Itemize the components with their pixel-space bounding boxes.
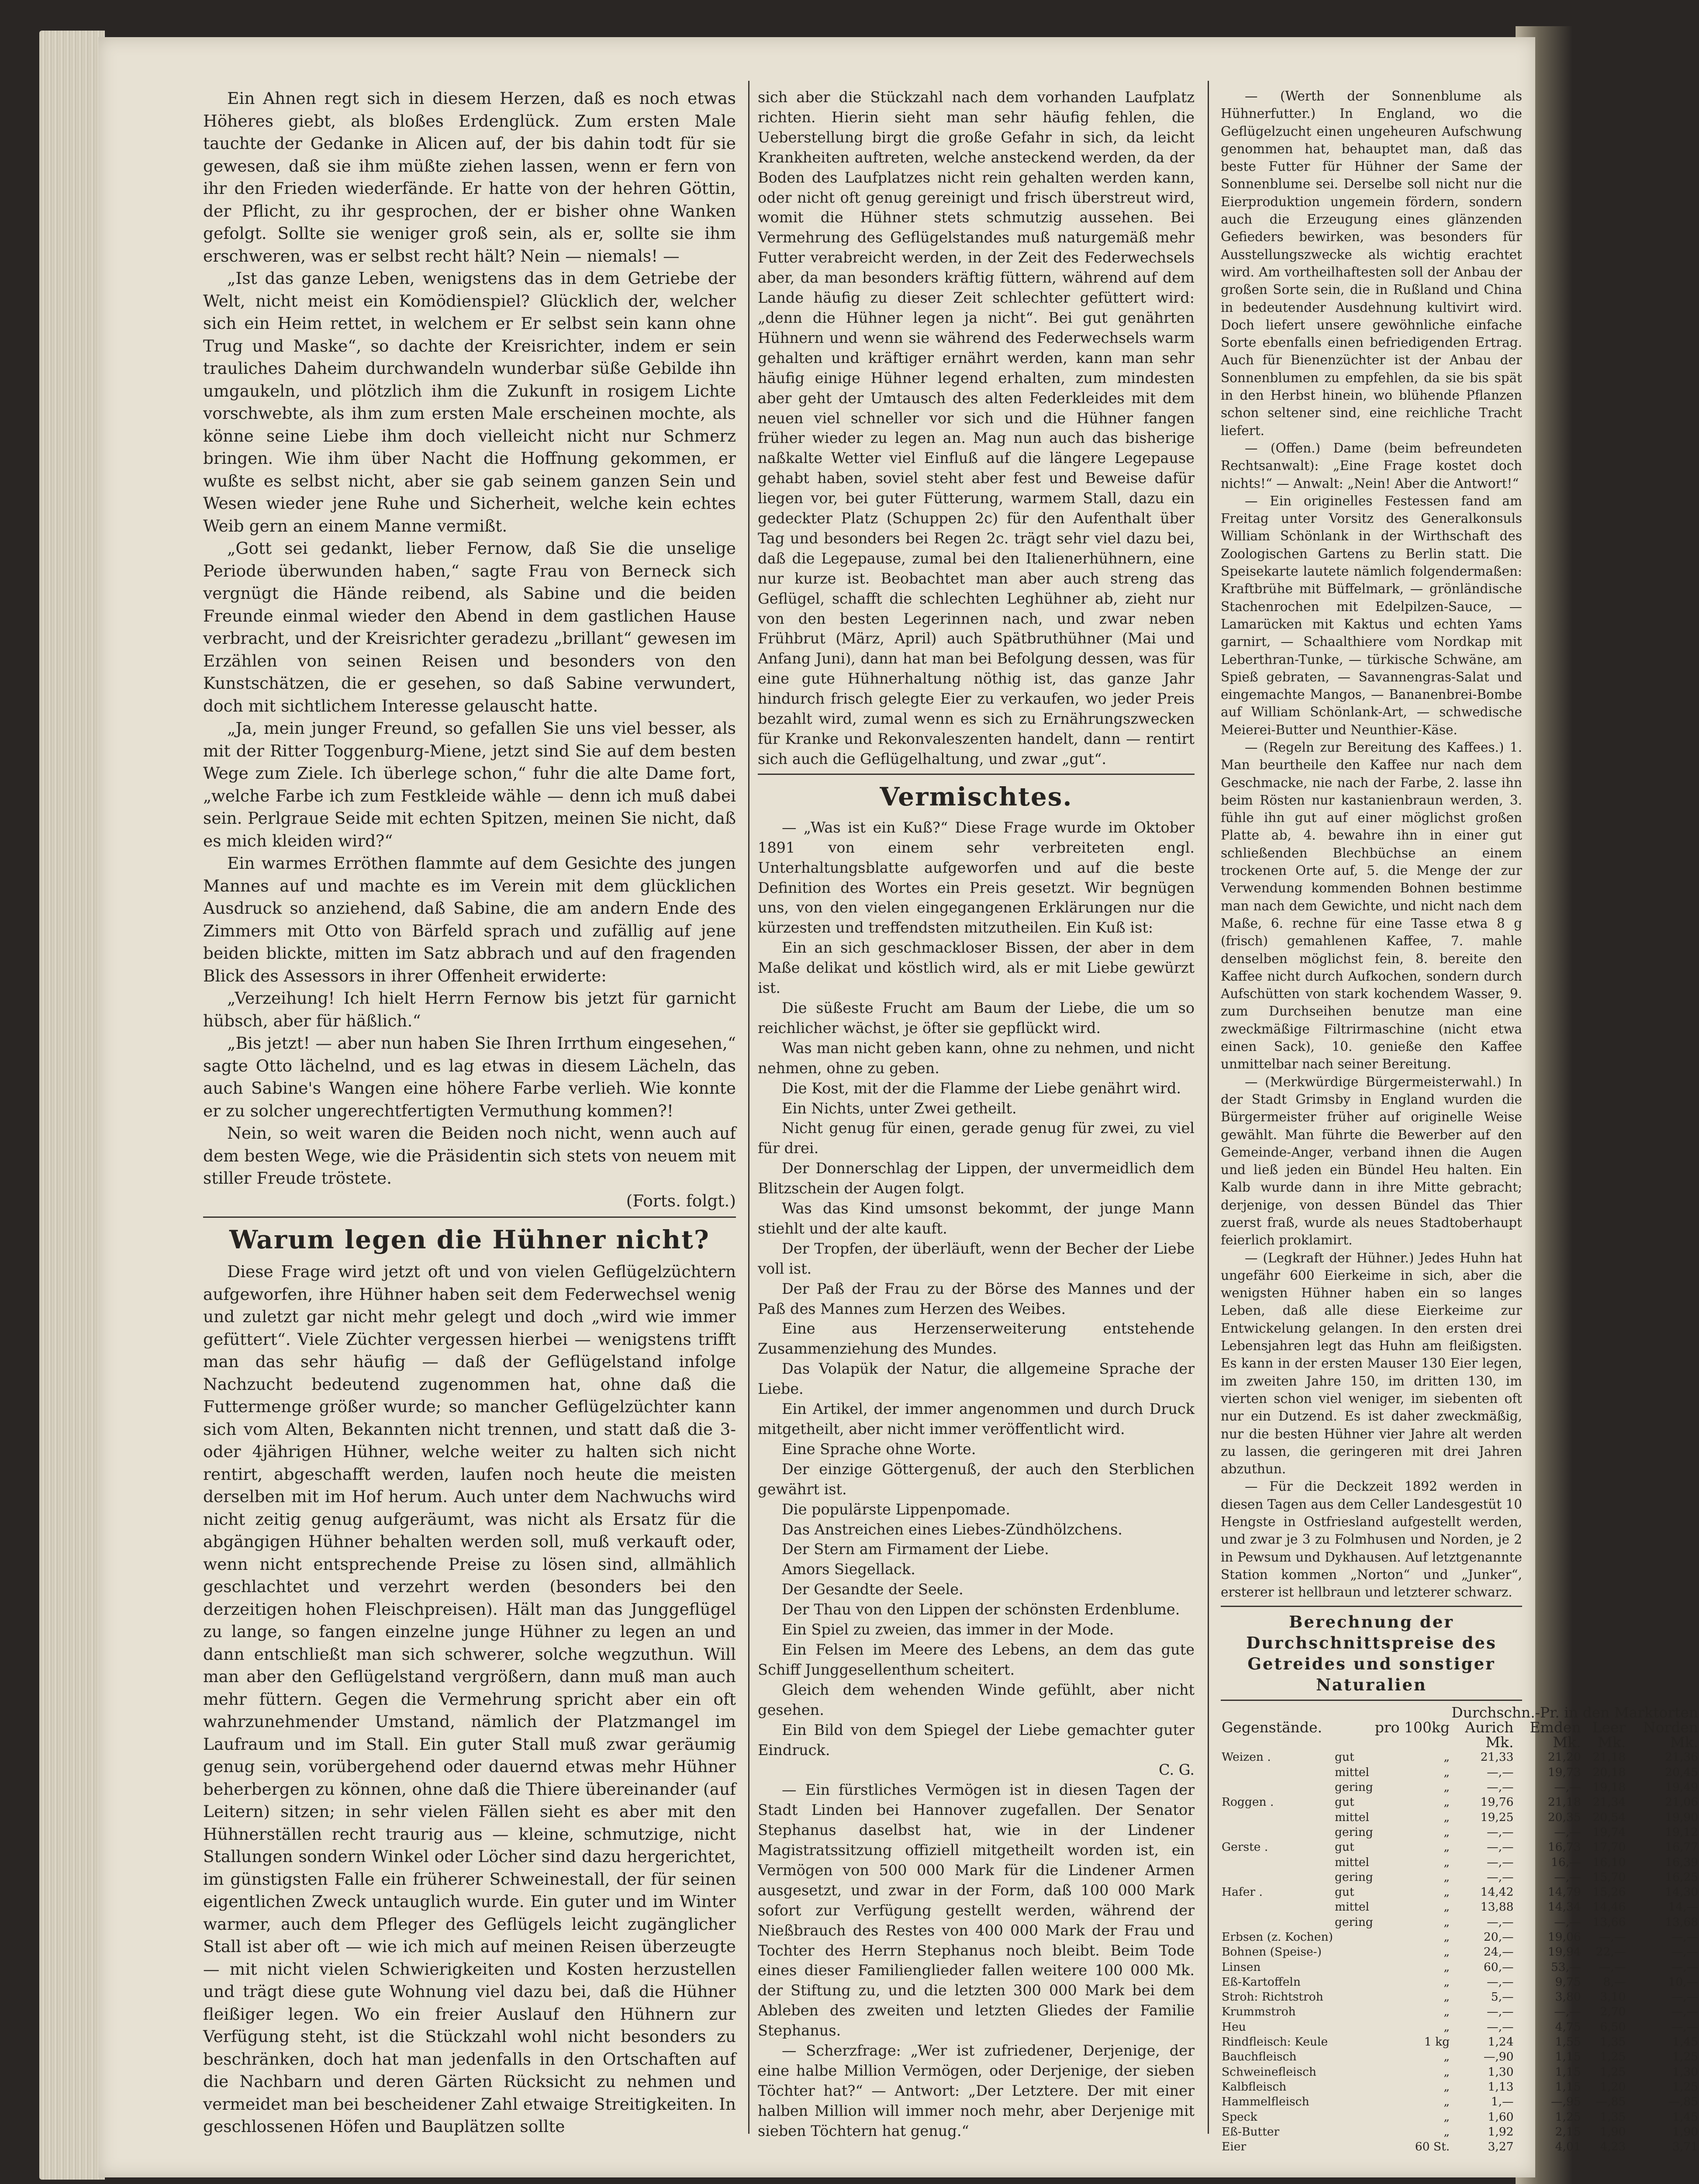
table-row [1221, 1840, 1699, 1855]
cell-grade [1334, 2035, 1374, 2049]
cell-grade: gering [1334, 1780, 1373, 1794]
cell-item: Hammelfleisch [1222, 2095, 1309, 2109]
table-row [1221, 2065, 1699, 2080]
price-table-title: Berechnung der Durchschnittspreise des Getreides und sonstiger Naturalien [1246, 1612, 1497, 1694]
cell-item: Schweinefleisch [1222, 2065, 1316, 2079]
note-paragraph: — (Werth der Sonnenblume als Hühnerfutter.) In England, wo die Geflügelzucht einen ungeheuren Aufschwung genommen hat, behauptet man, daß das beste Futter für Hühner der Same der Sonnenblume sei. Derselbe soll nicht nur die Eierproduktion ungemein fördern, sondern auch die Erzeugung eines glänzenden Gefieders bewirken, was besonders für Ausstellungszwecke als wichtig erachtet wird. Am vortheilhaftesten soll der Anbau der großen Sorte sein, die in Rußland und China in bedeutender Ausdehnung kultivirt wird. Doch liefert unsere gewöhnliche einfache Sorte ebenfalls einen befriedigenden Ertrag. Auch für Bienenzüchter ist der Anbau der Sonnenblumen zu empfehlen, da sie bis spät in den Herbst hinein, wo blühende Pflanzen schon seltener sind, eine reichliche Tracht liefert. [1221, 89, 1522, 438]
cell-v0: 1,13 [1488, 2080, 1514, 2094]
cell-v1: —,— [1554, 1915, 1581, 1929]
cell-v2: 20,18 [1592, 1765, 1626, 1779]
cell-unit: „ [1443, 1750, 1450, 1764]
cell-v0: 1,60 [1488, 2110, 1514, 2124]
story-paragraph: „Verzeihung! Ich hielt Herrn Fernow bis jetzt für garnicht hübsch, aber für häßlich.“ [203, 988, 736, 1030]
definition-item: Der Tropfen, der überläuft, wenn der Becher der Liebe voll ist. [758, 1240, 1195, 1277]
news-items [758, 1780, 1195, 2141]
continuation-note: (Forts. folgt.) [626, 1191, 736, 1210]
cell-v0: 5,— [1491, 1990, 1514, 2004]
cell-item: Hafer . [1222, 1885, 1263, 1899]
cell-unit: „ [1443, 1810, 1450, 1824]
definition-item: Das Volapük der Natur, die allgemeine Sprache der Liebe. [758, 1360, 1195, 1398]
cell-v1: 20,35 [1547, 1810, 1581, 1824]
cell-grade [1334, 1930, 1374, 1945]
cell-unit: „ [1443, 2020, 1450, 2034]
article-heading: Warum legen die Hühner nicht? [229, 1225, 710, 1254]
cell-v1: 53,— [1551, 1960, 1581, 1974]
cell-v2: 8,— [1603, 1975, 1626, 1989]
cell-unit: „ [1443, 1870, 1450, 1884]
table-row [1221, 1975, 1699, 1990]
cell-grade: mittel [1334, 1900, 1369, 1914]
cell-v1: 16,73 [1547, 1840, 1581, 1854]
cell-grade: gut [1334, 1885, 1354, 1899]
cell-grade [1334, 2020, 1374, 2035]
cell-v2: 14,46 [1592, 1900, 1626, 1914]
cell-v0: 1,30 [1488, 2065, 1514, 2079]
cell-v0: —,90 [1483, 2050, 1514, 2064]
header-town: Leer [1592, 1718, 1626, 1736]
cell-v3: 10,— [1668, 1975, 1699, 1989]
news-paragraph: — Scherzfrage: „Wer ist zufriedener, Derjenige, der eine halbe Million Vermögen, oder Derjenige, der sieben Töchter hat?“ — Antwort: „Der Letztere. Der mit einer halben Million will immer noch mehr, aber Derjenige mit sieben Töchtern hat genug.“ [758, 2042, 1195, 2139]
article-paragraph: — „Was ist ein Kuß?“ Diese Frage wurde im Oktober 1891 von einem sehr verbreiteten engl. Unterhaltungsblatte aufgeworfen und auf die beste Definition des Wortes ein Preis gesetzt. Wir begnügen uns, von den vielen eingegangenen Erklärungen nur die kürzesten und treffendsten mitzutheilen. Ein Kuß ist: [758, 819, 1195, 936]
cell-v3: —,85 [1668, 2095, 1699, 2109]
definition-item: Der Stern am Firmament der Liebe. [782, 1541, 1049, 1558]
story-paragraph: „Ist das ganze Leben, wenigstens das in dem Getriebe der Welt, nicht meist ein Komödienspiel? Glücklich der, welcher sich ein Heim rettet, in welchem er Er selbst sein kann ohne Trug und Maske“, so dachte der Kreisrichter, indem er sein trauliches Daheim durchwandeln wunderbar süße Gebilde ihn umgaukeln, und plötzlich ihm die Zukunft in rosigem Lichte vorschwebte, als ihm zum ersten Male erscheinen mochte, als könne seine Liebe ihm doch vielleicht nicht nur Schmerz bringen. Wie ihm über Nacht die Hoffnung gekommen, er wußte es selbst nicht, aber sie gab seinem ganzen Sein und Wesen wieder jene Ruhe und Sicherheit, welche kein echtes Weib gern an einem Manne vermißt. [203, 269, 736, 536]
definition-item: Der einzige Göttergenuß, der auch den Sterblichen gewährt ist. [758, 1460, 1195, 1498]
cell-v1: 1,55 [1555, 2035, 1581, 2049]
column-left [203, 87, 736, 2138]
cell-unit: „ [1443, 1990, 1450, 2004]
cell-v2: 13,66 [1592, 1915, 1626, 1929]
cell-item: Gerste . [1222, 1840, 1268, 1854]
note-paragraph: — Für die Deckzeit 1892 werden in diesen Tagen aus dem Celler Landesgestüt 10 Hengste in Ostfriesland aufgestellt werden, und zwar je 3 zu Folmhusen und Norden, je 2 in Pewsum und Dykhausen. Auf letztgenannte Station kommen „Norton“ und „Junker“, ersterer ist hellbraun und letzterer schwarz. [1221, 1479, 1522, 1600]
cell-unit: „ [1443, 2080, 1450, 2094]
cell-unit: „ [1443, 1840, 1450, 1854]
news-paragraph: — Ein fürstliches Vermögen ist in diesen Tagen der Stadt Linden bei Hannover zugefallen. Der Senator Stephanus daselbst hat, wie in der Lindener Magistratssitzung offiziell mitgetheilt worden ist, ein Vermögen von 500 000 Mark für die Lindener Armen ausgesetzt, und zwar in der Form, daß 100 000 Mark sofort zur Verfügung gestellt werden, während der Nießbrauch des Restes von 400 000 Mark der Frau und Tochter des Herrn Stephanus noch bleibt. Beim Tode eines dieser Familienglieder fallen weitere 100 000 Mk. der Stiftung zu, und die letzten 300 000 Mark bei dem Ableben des zweiten und letzten Gliedes der Familie Stephanus. [758, 1781, 1195, 2039]
note-paragraph: — (Merkwürdige Bürgermeisterwahl.) In der Stadt Grimsby in England wurden die Bürgermeister früher auf originelle Weise gewählt. Man führte die Bewerber auf den Gemeinde-Anger, verband ihnen die Augen und ließ jeden ein Bündel Heu halten. Ein Kalb wurde dann in ihre Mitte gebracht; derjenige, von dessen Bündel das Thier zuerst fraß, wurde als neues Stadtoberhaupt feierlich proklamirt. [1221, 1074, 1522, 1248]
cell-v3: —,— [1671, 1945, 1699, 1959]
story-paragraph: Nein, so weit waren die Beiden noch nicht, wenn auch auf dem besten Wege, wie die Präsidentin sich stets von neuem mit stiller Freude tröstete. [203, 1123, 736, 1188]
cell-v1: —,— [1554, 1780, 1581, 1794]
cell-item: Kalbfleisch [1222, 2080, 1287, 2094]
cell-grade: gering [1334, 1870, 1373, 1884]
table-row [1221, 1795, 1699, 1810]
cell-v1: 4,75 [1555, 2020, 1581, 2034]
cell-v1: —,— [1554, 2005, 1581, 2019]
cell-v3: —,— [1671, 1990, 1699, 2004]
cell-v2: 16,10 [1592, 1855, 1626, 1869]
cell-v1: 1,15 [1555, 2065, 1581, 2079]
article-paragraph: sich aber die Stückzahl nach dem vorhanden Laufplatz richten. Hierin sieht man sehr häufig fehlen, die Ueberstellung birgt die große Gefahr in sich, da leicht Krankheiten auftreten, welche ansteckend werden, da der Boden des Laufplatzes nicht rein gehalten werden kann, oder nicht oft genug gereinigt und frisch überstreut wird, womit die Hühner stets schmutzig aussehen. Bei Vermehrung des Geflügelstandes muß naturgemäß mehr Futter verabreicht werden, in der Zeit des Federwechsels aber, da man besonders kräftig füttern, während auf dem Lande häufig zu dieser Zeit schlechter gefüttert wird: „denn die Hühner legen ja nicht“. Bei gut genährten Hühnern und wenn sie während des Federwechsels warm gehalten und kräftiger ernährt werden, kann man sehr häufig einige Hühner legend erhalten, zum mindesten aber geht der Umtausch des alten Federkleides mit dem neuen viel schneller vor sich und die Hühner fangen früher wieder zu legen an. Mag nun auch das bisherige naßkalte Wetter viel Einfluß auf die längere Legepause gehabt haben, soviel steht aber fest und Beweise dafür liegen vor, bei guter Fütterung, warmem Stall, dazu ein gedeckter Platz (Schuppen 2c) für den Aufenthalt über Tag und besonders bei Regen 2c. trägt sehr viel dazu bei, daß die Legepause, zumal bei den Italienerhühnern, eine nur kurze ist. Beobachtet man aber auch streng das Geflügel, schafft die schlechten Leghühner ab, zieht nur von den besten Legerinnen nach, und zwar neben Frühbrut (März, April) auch Spätbruthühner (Mai und Anfang Juni), dann hat man bei Befolgung dessen, was für eine gute Hühnerhaltung nöthig ist, das ganze Jahr hindurch frisch gelegte Eier zu verkaufen, wo jeder Preis bezahlt wird, zumal wenn es sich zu Ernährungszwecken für Kranke und Rekonvaleszenten handelt, dann — rentirt sich auch die Geflügelhaltung, und zwar „gut“. [758, 89, 1195, 767]
cell-v3: 16,39 [1665, 1855, 1699, 1869]
cell-v1: 1,15 [1555, 2080, 1581, 2094]
cell-item: Weizen . [1222, 1750, 1271, 1764]
article-paragraph: Diese Frage wird jetzt oft und von vielen Geflügelzüchtern aufgeworfen, ihre Hühner haben seit dem Federwechsel wenig und zuletzt gar nicht mehr gelegt und doch „wird wie immer gefüttert“. Viele Züchter vergessen hierbei — wenigstens trifft man das sehr häufig — daß der Geflügelstand infolge Nachzucht bedeutend zugenommen hat, ohne daß die Futtermenge größer wurde; so mancher Geflügelzüchter kann sich vom Alten, Bekannten nicht trennen, und statt daß die 3- oder 4jährigen Hühner, welche weiter zu halten sich nicht rentirt, abgeschafft werden, laufen noch heute die meisten derselben mit im Hof herum. Auch unter dem Nachwuchs wird nicht zeitig genug aufgeräumt, was nicht als Ersatz für die abgängigen Hühner behalten werden soll, muß verkauft oder, wenn nicht entsprechende Preise zu lösen sind, allmählich geschlachtet und verzehrt werden (besonders bei den derzeitigen hohen Fleischpreisen). Hält man das Junggeflügel zu lange, so fangen einzelne junge Hühner zu legen an und dann entschließt man sich schwerer, solche wegzuthun. Will man aber den Geflügelstand vergrößern, dann muß man auch mehr füttern. Gegen die Vermehrung spricht aber ein oft wahrzunehmender Umstand, nämlich der Platzmangel im Laufraum und im Stall. Ein guter Stall muß zwar geräumig genug sein, vorübergehend oder dauernd etwas mehr Hühner beherbergen zu können, ohne daß die Thiere übereinander (auf Leitern) sitzen; in sehr vielen Fällen sieht es aber mit den Hühnerställen recht traurig aus — kleine, schmutzige, nicht Stallungen sondern Winkel oder Löcher sind dazu hergerichtet, im günstigsten Falle ein früherer Schweinestall, der für seinen eigentlichen Zweck untauglich wurde. Ein guter und im Winter warmer, auch dem Pfleger des Geflügels leicht zugänglicher Stall ist aber oft — wie ich mich auf meinen Reisen überzeugte — mit nicht vielen Schwierigkeiten und Kosten herzustellen und trägt diese gute Wohnung viel dazu bei, daß die Hühner fleißiger legen. Wo ein freier Auslauf den Hühnern zur Verfügung steht, ist die Stückzahl wohl nicht besonders zu beschränken, doch hat man jedenfalls in den Ortschaften auf die Nachbarn und deren Gärten Rücksicht zu nehmen und vermeidet man bei bescheidener Zahl etwaige Streitigkeiten. In geschlossenen Höfen und Bauplätzen sollte [203, 1262, 736, 2136]
cell-grade: mittel [1334, 1765, 1369, 1779]
cell-grade: mittel [1334, 1855, 1369, 1869]
cell-unit: „ [1443, 1930, 1450, 1944]
cell-v0: —,— [1487, 2020, 1514, 2034]
note-paragraph: — Ein originelles Festessen fand am Freitag unter Vorsitz des Generalkonsuls William Schönlank in der Wirthschaft des Zoologischen Gartens zu Berlin statt. Die Speisekarte lautete nämlich folgendermaßen: Kraftbrühe mit Büffelmark, — grönländische Stachenrochen mit Edelpilzen-Sauce, — Lamarücken mit Kaktus und echten Yams garnirt, — Schaalthiere vom Nordkap mit Leberthran-Tunke, — türkische Schwäne, am Spieß gebraten, — Savannengras-Salat und eingemachte Mangos, — Bananenbrei-Bombe auf William Schönlank-Art, — schwedische Meierei-Butter und Neunthier-Käse. [1221, 493, 1522, 737]
cell-unit: 60 St. [1415, 2140, 1450, 2154]
cell-v1: 19,06 [1547, 1930, 1581, 1944]
table-row [1221, 2139, 1699, 2154]
cell-v3: 14,30 [1665, 1885, 1699, 1899]
table-row [1221, 1825, 1699, 1840]
table-rule [1221, 1700, 1522, 1701]
table-header-towns [1221, 1720, 1699, 1735]
cell-unit: „ [1443, 1795, 1450, 1809]
cell-v1: —,— [1554, 1825, 1581, 1839]
cell-v1: 4,01 [1555, 2140, 1581, 2154]
header-town: Emden [1530, 1718, 1581, 1736]
definition-item: Die Kost, mit der die Flamme der Liebe genährt wird. [782, 1079, 1181, 1097]
definition-item: Das Anstreichen eines Liebes-Zündhölzchens. [782, 1521, 1122, 1538]
cell-grade: gut [1334, 1750, 1354, 1764]
book-page-edges [39, 31, 105, 2180]
cell-grade: gut [1334, 1795, 1354, 1809]
note-paragraph: — (Regeln zur Bereitung des Kaffees.) 1. Man beurtheile den Kaffee nur nach dem Geschmacke, nie nach der Farbe, 2. lasse ihn beim Rösten nur kastanienbraun werden, 3. fühle ihn gut auf einer möglichst großen Platte ab, 4. bewahre ihn in einer gut schließenden Blechbüchse an einem trockenen Orte auf, 5. die Menge der zur Verwendung kommenden Bohnen bestimme man nach dem Gewichte, und nicht nach dem Maße, 6. rechne für eine Tasse etwa 8 g (frisch) gemahlenen Kaffee, 7. mahle denselben möglichst fein, 8. bereite den Kaffee nicht durch Aufkochen, sondern durch Aufschütten von stark kochendem Wasser, 9. zum Durchseihen benutze man eine zweckmäßige Filtrirmaschine (nicht etwa einen Sack), 10. genieße den Kaffee unmittelbar nach seiner Bereitung. [1221, 740, 1522, 1072]
cell-unit: 1 kg [1424, 2035, 1450, 2049]
table-row [1221, 1870, 1699, 1885]
cell-grade: gering [1334, 1915, 1373, 1929]
cell-v3: —,— [1671, 1960, 1699, 1974]
column-rule-1 [748, 81, 749, 2134]
cell-grade [1334, 1990, 1374, 2004]
cell-v1: 21,18 [1547, 1795, 1581, 1809]
cell-v3: 21,06 [1665, 1795, 1699, 1809]
cell-v1: 19,94 [1547, 1945, 1581, 1959]
header-town: Norden [1643, 1718, 1699, 1736]
header-item: Gegenstände. [1222, 1718, 1323, 1736]
cell-unit: „ [1443, 2095, 1450, 2109]
cell-unit: „ [1443, 2110, 1450, 2124]
cell-item: Speck [1222, 2110, 1257, 2124]
cell-v0: —,— [1487, 1825, 1514, 1839]
cell-v0: 60,— [1483, 1960, 1514, 1974]
cell-item: Roggen . [1222, 1795, 1274, 1809]
cell-v2: —,— [1599, 1930, 1626, 1944]
table-row [1221, 2020, 1699, 2035]
cell-v1: —,— [1554, 1870, 1581, 1884]
cell-v0: 19,76 [1480, 1795, 1514, 1809]
cell-v2: 15,70 [1592, 1870, 1626, 1884]
cell-v0: —,— [1487, 1765, 1514, 1779]
section-divider [1221, 1606, 1522, 1607]
cell-unit: „ [1443, 1885, 1450, 1899]
cell-v2: 20,54 [1592, 1810, 1626, 1824]
price-table [1221, 1705, 1699, 2155]
definition-item: Ein Nichts, unter Zwei getheilt. [782, 1099, 1017, 1117]
cell-v0: 24,— [1483, 1945, 1514, 1959]
cell-v0: 1,— [1491, 2095, 1514, 2109]
cell-v0: —,— [1487, 1915, 1514, 1929]
cell-v3: 1,25 [1672, 2050, 1699, 2064]
story-paragraph: Ein Ahnen regt sich in diesem Herzen, daß es noch etwas Höheres giebt, als bloßes Erdenglück. Zum ersten Male tauchte der Gedanke in Alicen auf, der bis dahin todt für sie gewesen, daß sie ihm müßte ziehen lassen, wenn er fern von ihr den Frieden wiederfände. Er hatte von der hehren Göttin, der Pflicht, zu ihr gesprochen, der er bisher ohne Wanken gefolgt. Sollte sie weniger groß sein, als er, sollte sie ihm erschweren, was er selbst recht hält? Nein — niemals! — [203, 89, 736, 266]
table-row [1221, 1930, 1699, 1945]
story-paragraph: Ein warmes Erröthen flammte auf dem Gesichte des jungen Mannes auf und machte es im Verein mit dem glücklichen Ausdruck so anziehend, daß Sabine, die am andern Ende des Zimmers mit Otto von Bärfeld sprach und zufällig auf jene beiden blickte, mitten im Satz abbrach und auf den fragenden Blick des Assessors in ihrer Offenheit erwiderte: [203, 854, 736, 985]
cell-grade [1334, 2139, 1374, 2154]
cell-v3: 19,49 [1665, 1780, 1699, 1794]
cell-v0: 13,88 [1480, 1900, 1514, 1914]
definition-item: Die süßeste Frucht am Baum der Liebe, die um so reichlicher wächst, je öfter sie gepflückt wird. [758, 999, 1195, 1037]
cell-v2: 19,74 [1592, 1825, 1626, 1839]
definition-item: Nicht genug für einen, gerade genug für zwei, zu viel für drei. [758, 1120, 1195, 1157]
cell-v2: 1,35 [1600, 2110, 1626, 2124]
table-row [1221, 2049, 1699, 2064]
cell-unit: „ [1443, 2125, 1450, 2139]
cell-unit: „ [1443, 2065, 1450, 2079]
hens-article [203, 1261, 736, 2138]
cell-unit: „ [1443, 2005, 1450, 2019]
table-header-span: Durchschn.-Pr. in den Marktorten [1451, 1704, 1699, 1721]
cell-v3: —,— [1671, 1930, 1699, 1944]
table-row [1221, 2035, 1699, 2049]
column-right [1221, 87, 1699, 2154]
cell-v2: 22,— [1595, 1945, 1626, 1959]
table-row [1221, 2125, 1699, 2139]
cell-v3: 1,90 [1672, 2125, 1699, 2139]
cell-v2: 21,34 [1592, 1795, 1626, 1809]
definition-item: Der Gesandte der Seele. [782, 1581, 963, 1598]
cell-unit: „ [1443, 1825, 1450, 1839]
cell-v0: —,— [1487, 1975, 1514, 1989]
cell-v3: 16,77 [1665, 1840, 1699, 1854]
definition-item: Ein an sich geschmackloser Bissen, der aber in dem Maße delikat und köstlich wird, als er mit Liebe gewürzt ist. [758, 939, 1195, 997]
cell-grade [1334, 1975, 1374, 1990]
cell-v2: 1,20 [1600, 2080, 1626, 2094]
cell-grade [1334, 2065, 1374, 2080]
column-middle [758, 87, 1195, 2141]
cell-v0: —,— [1487, 2005, 1514, 2019]
table-row [1221, 1765, 1699, 1780]
cell-v1: 14,34 [1547, 1900, 1581, 1914]
definition-item: Ein Spiel zu zweien, das immer in der Mode. [782, 1621, 1114, 1638]
table-row [1221, 1990, 1699, 2004]
table-row [1221, 2110, 1699, 2125]
newspaper-page [98, 37, 1699, 2177]
cell-v0: 21,33 [1480, 1750, 1514, 1764]
cell-v1: 14,79 [1547, 1885, 1581, 1899]
table-row [1221, 1780, 1699, 1795]
cell-v3: 14,— [1668, 1900, 1699, 1914]
cell-v3: 19,12 [1665, 1825, 1699, 1839]
definition-item: Ein Bild von dem Spiegel der Liebe gemachter guter Eindruck. [758, 1721, 1195, 1759]
cell-unit: „ [1443, 1900, 1450, 1914]
cell-unit: „ [1443, 1915, 1450, 1929]
definition-item: Was das Kind umsonst bekommt, der junge Mann stiehlt und der alte kauft. [758, 1200, 1195, 1237]
cell-v2: 6,50 [1600, 2020, 1626, 2034]
cell-grade: gering [1334, 1825, 1373, 1839]
cell-v1: 3,80 [1555, 1990, 1581, 2004]
cell-grade [1334, 2125, 1374, 2139]
cell-v3: —,— [1671, 2005, 1699, 2019]
hens-article-continued [758, 87, 1195, 769]
cell-v1: 1,25 [1555, 2110, 1581, 2124]
cell-v3: 1,30 [1672, 2065, 1699, 2079]
cell-v1: 1,15 [1555, 2050, 1581, 2064]
cell-v3: 1,45 [1672, 2035, 1699, 2049]
definition-item: Amors Siegellack. [782, 1561, 915, 1578]
table-row [1221, 1900, 1699, 1914]
cell-v3: 20,45 [1665, 1765, 1699, 1779]
definition-item: Eine Sprache ohne Worte. [782, 1440, 976, 1458]
table-row [1221, 2004, 1699, 2019]
note-paragraph: — (Offen.) Dame (beim befreundeten Rechtsanwalt): „Eine Frage kostet doch nichts!“ — Anwalt: „Nein! Aber die Antwort!“ [1221, 440, 1522, 491]
cell-v2: 17,70 [1592, 1840, 1626, 1854]
cell-v1: —,95 [1551, 2095, 1581, 2109]
definition-item: Was man nicht geben kann, ohne zu nehmen, und nicht nehmen, ohne zu geben. [758, 1039, 1195, 1077]
cell-v1: 2,15 [1555, 2125, 1581, 2139]
cell-v1: 16,— [1551, 1855, 1581, 1869]
cell-item: Bohnen (Speise-) [1222, 1945, 1322, 1959]
cell-v2: 2,70 [1600, 2005, 1626, 2019]
cell-grade: mittel [1334, 1810, 1369, 1824]
cell-v1: 19,73 [1547, 1765, 1581, 1779]
cell-unit: „ [1443, 1780, 1450, 1794]
cell-v0: —,— [1487, 1870, 1514, 1884]
cell-item [1221, 1810, 1334, 1825]
cell-v2: 1,25 [1600, 2050, 1626, 2064]
cell-v2: 1,35 [1600, 2035, 1626, 2049]
cell-item [1221, 1870, 1334, 1885]
cell-v2: 21,18 [1592, 1750, 1626, 1764]
cell-item [1221, 1780, 1334, 1795]
cell-v0: 3,27 [1488, 2140, 1514, 2154]
cell-unit: „ [1443, 1855, 1450, 1869]
story-paragraph: „Bis jetzt! — aber nun haben Sie Ihren Irrthum eingesehen,“ sagte Otto lächelnd, und es lag etwas in diesem Lächeln, das auch Sabine's Wangen eine höhere Farbe verlieh. Wie konnte er zu solcher ungerechtfertigten Vermuthung kommen?! [203, 1033, 736, 1120]
cell-item: Erbsen (z. Kochen) [1222, 1930, 1333, 1944]
cell-grade [1334, 2004, 1374, 2019]
cell-v2: 1,25 [1600, 2065, 1626, 2079]
serial-story [203, 87, 736, 1190]
kiss-intro [758, 818, 1195, 938]
cell-v2: 19,18 [1592, 1780, 1626, 1794]
definition-item: Ein Artikel, der immer angenommen und durch Druck mitgetheilt, aber nicht immer veröffentlicht wird. [758, 1400, 1195, 1438]
note-paragraph: — (Legkraft der Hühner.) Jedes Huhn hat ungefähr 600 Eierkeime in sich, aber die wenigsten Hühner haben ein so langes Leben, daß alle diese Eierkeime zur Entwickelung gelangen. In den ersten drei Lebensjahren legt das Huhn am fleißigsten. Es kann in der ersten Mauser 130 Eier legen, im zweiten Jahre 150, im dritten 130, im vierten schon viel weniger, im siebenten oft nur ein Dutzend. Es ist daher zweckmäßig, nur die besten Hühner vier Jahre alt werden zu lassen, die geringeren mit drei Jahren abzuthun. [1221, 1250, 1522, 1477]
cell-v2: 4,23 [1600, 2140, 1626, 2154]
story-paragraph: „Ja, mein junger Freund, so gefallen Sie uns viel besser, als mit der Ritter Toggenburg-Miene, jetzt sind Sie auf dem besten Wege zum Ziele. Ich überlege schon,“ fuhr die alte Dame fort, „welche Farbe ich zum Festkleide wähle — denn ich muß dabei sein. Perlgraue Seide mit echten Spitzen, meinen Sie nicht, daß es mich kleiden wird?“ [203, 719, 736, 850]
cell-v2: —,— [1599, 1960, 1626, 1974]
cell-unit: „ [1443, 1945, 1450, 1959]
cell-grade [1334, 1960, 1374, 1975]
cell-v0: —,— [1487, 1855, 1514, 1869]
cell-v2: 1,90 [1600, 2125, 1626, 2139]
cell-v0: 1,92 [1488, 2125, 1514, 2139]
definition-item: Der Paß der Frau zu der Börse des Mannes und der Paß des Mannes zum Herzen des Weibes. [758, 1280, 1195, 1317]
cell-unit: „ [1443, 1975, 1450, 1989]
cell-unit: „ [1443, 2050, 1450, 2064]
table-row [1221, 1855, 1699, 1870]
table-row [1221, 1750, 1699, 1765]
cell-item: Rindfleisch: Keule [1222, 2035, 1328, 2049]
cell-unit: „ [1443, 1960, 1450, 1974]
cell-v2: 15,26 [1592, 1885, 1626, 1899]
cell-v2: 3,10 [1600, 1990, 1626, 2004]
cell-v0: —,— [1487, 1840, 1514, 1854]
cell-v3: 3,71 [1672, 2140, 1699, 2154]
header-town: Aurich [1465, 1718, 1514, 1736]
cell-item: Eß-Kartoffeln [1222, 1975, 1301, 1989]
table-row [1221, 1945, 1699, 1959]
article-signature: C. G. [1159, 1761, 1195, 1779]
cell-v3: 13,68 [1665, 1915, 1699, 1929]
cell-v0: 1,24 [1488, 2035, 1514, 2049]
section-divider [758, 774, 1195, 775]
cell-v3: 19,90 [1665, 1810, 1699, 1824]
cell-item [1221, 1900, 1334, 1914]
table-row [1221, 1915, 1699, 1930]
definition-item: Gleich dem wehenden Winde gefühlt, aber nicht gesehen. [758, 1681, 1195, 1718]
cell-item [1221, 1825, 1334, 1840]
cell-grade [1334, 2110, 1374, 2125]
cell-v0: —,— [1487, 1780, 1514, 1794]
table-row [1221, 1810, 1699, 1825]
cell-v1: 9,75 [1555, 1975, 1581, 1989]
table-row [1221, 2080, 1699, 2094]
section-divider [203, 1216, 736, 1218]
cell-v1: 21,20 [1547, 1750, 1581, 1764]
cell-item [1221, 1765, 1334, 1780]
definition-item: Ein Felsen im Meere des Lebens, an dem das gute Schiff Junggesellenthum scheitert. [758, 1641, 1195, 1678]
cell-item [1221, 1855, 1334, 1870]
cell-grade: gut [1334, 1840, 1354, 1854]
cell-v0: 19,25 [1480, 1810, 1514, 1824]
miscellany-heading: Vermischtes. [880, 781, 1073, 812]
cell-v3: 21,36 [1665, 1750, 1699, 1764]
cell-v3: —,— [1671, 2020, 1699, 2034]
table-header-currency: Mk. Mk. Mk. Mk. [1485, 1734, 1699, 1751]
cell-item: Stroh: Richtstroh [1222, 1990, 1323, 2004]
cell-item: Heu [1222, 2020, 1246, 2034]
cell-item: Linsen [1222, 1960, 1261, 1974]
definition-item: Eine aus Herzenserweiterung entstehende Zusammenziehung des Mundes. [758, 1320, 1195, 1358]
story-paragraph: „Gott sei gedankt, lieber Fernow, daß Sie die unselige Periode überwunden haben,“ sagte Frau von Berneck sich vergnügt die Hände reibend, als Sabine und die beiden Freunde einmal wieder den Abend in dem gastlichen Hause verbracht, und der Kreisrichter geradezu „brillant“ gewesen im Erzählen von seinen Reisen und besonders von den Kunstschätzen, die er gesehen, so daß Sabine verwundert, doch mit sichtlichem Interesse gelauscht hatte. [203, 539, 736, 715]
cell-grade [1334, 1945, 1374, 1959]
cell-item [1221, 1915, 1334, 1930]
kiss-definitions [758, 938, 1195, 1760]
cell-item: Eier [1222, 2140, 1247, 2154]
cell-unit: „ [1443, 1765, 1450, 1779]
cell-grade [1334, 2080, 1374, 2094]
cell-item: Bauchfleisch [1222, 2050, 1297, 2064]
cell-v3: 16,25 [1665, 1870, 1699, 1884]
table-row [1221, 1885, 1699, 1900]
cell-grade [1334, 2094, 1374, 2109]
cell-grade [1334, 2049, 1374, 2064]
definition-item: Der Donnerschlag der Lippen, der unvermeidlich dem Blitzschein der Augen folgt. [758, 1160, 1195, 1197]
definition-item: Die populärste Lippenpomade. [782, 1500, 1011, 1518]
header-unit: pro 100kg [1374, 1718, 1450, 1736]
column-rule-2 [1208, 81, 1209, 2134]
cell-v0: 20,— [1483, 1930, 1514, 1944]
table-row [1221, 2094, 1699, 2109]
cell-v3: 1,45 [1672, 2110, 1699, 2124]
cell-item: Eß-Butter [1222, 2125, 1280, 2139]
table-row [1221, 1960, 1699, 1975]
misc-notes [1221, 87, 1522, 1601]
definition-item: Der Thau von den Lippen der schönsten Erdenblume. [782, 1601, 1180, 1618]
cell-v0: 14,42 [1480, 1885, 1514, 1899]
cell-v3: 1,25 [1672, 2080, 1699, 2094]
cell-item: Krummstroh [1222, 2005, 1296, 2019]
cell-v2: —,85 [1595, 2095, 1626, 2109]
